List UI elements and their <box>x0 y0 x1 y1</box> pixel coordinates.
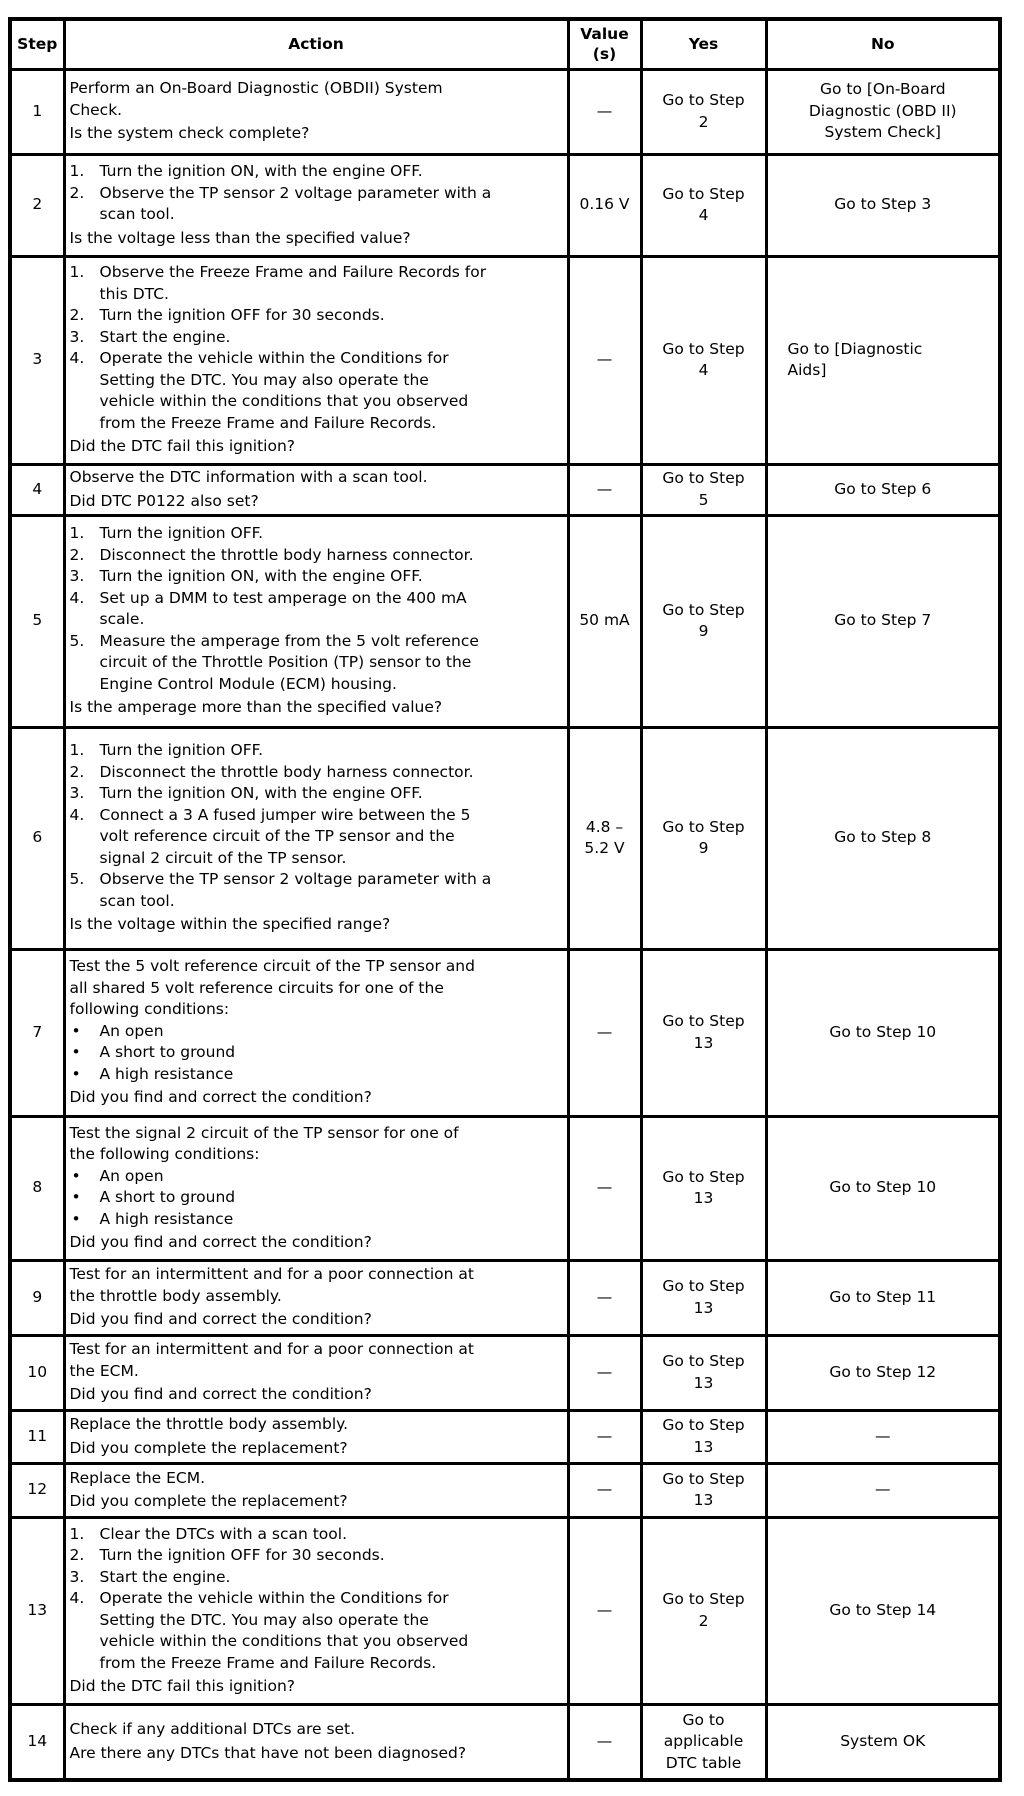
bullet-icon: • <box>71 1021 81 1040</box>
table-row <box>10 1517 1000 1704</box>
action-intro: Observe the DTC information with a scan tool. <box>69 468 428 486</box>
action-question: Did the DTC fail this ignition? <box>69 437 296 456</box>
condition-item <box>70 1021 563 1043</box>
action-cell <box>64 256 568 464</box>
step-index: 5. <box>69 870 85 889</box>
no-cell: Go to Step 10 <box>766 949 1000 1116</box>
step-index: 2. <box>69 762 85 781</box>
table-row <box>10 256 1000 464</box>
header-no: No <box>766 19 1000 69</box>
action-step-text: Observe the TP sensor 2 voltage parameter with a scan tool. <box>99 183 492 223</box>
action-cell <box>64 949 568 1116</box>
step-number: 11 <box>10 1410 64 1463</box>
header-row <box>10 19 1000 69</box>
action-step-text: Turn the ignition ON, with the engine OFF. <box>99 784 423 803</box>
action-step-text: Operate the vehicle within the Conditions for Setting the DTC. You may also operate the vehicle within the conditions that you observed from the Freeze Frame and Failure Records. <box>99 1589 469 1672</box>
no-cell: Go to Step 11 <box>766 1260 1000 1335</box>
action-intro: Replace the ECM. <box>69 1468 206 1487</box>
yes-cell: Go to Step 9 <box>641 515 766 727</box>
yes-cell: Go to Step 4 <box>641 256 766 464</box>
action-step <box>70 305 563 327</box>
step-index: 1. <box>69 524 85 543</box>
action-cell <box>64 1410 568 1463</box>
step-index: 4. <box>69 1589 85 1607</box>
step-index: 2. <box>69 183 85 202</box>
no-cell: Go to Step 12 <box>766 1335 1000 1410</box>
action-cell <box>64 154 568 256</box>
yes-cell: Go to Step 5 <box>641 464 766 515</box>
condition-text: A short to ground <box>99 1043 236 1062</box>
action-step <box>70 869 563 912</box>
step-index: 2. <box>69 306 85 325</box>
value-cell: — <box>568 256 641 464</box>
action-cell <box>64 464 568 515</box>
step-number: 12 <box>10 1463 64 1517</box>
action-question: Did you find and correct the condition? <box>69 1310 372 1329</box>
step-index: 1. <box>69 741 85 760</box>
action-cell <box>64 1335 568 1410</box>
value-cell: 4.8 – 5.2 V <box>568 727 641 949</box>
action-step-text: Turn the ignition OFF. <box>99 524 264 543</box>
action-cell <box>64 1463 568 1517</box>
step-index: 4. <box>69 349 85 368</box>
action-question: Did DTC P0122 also set? <box>69 491 259 510</box>
action-question: Did you find and correct the condition? <box>69 1233 372 1251</box>
no-cell: Go to Step 3 <box>766 154 1000 256</box>
step-index: 3. <box>69 327 85 346</box>
step-number: 6 <box>10 727 64 949</box>
action-cell <box>64 1116 568 1260</box>
no-cell: Go to [On-Board Diagnostic (OBD II) System Check] <box>766 69 1000 154</box>
value-cell: — <box>568 949 641 1116</box>
action-question: Did you find and correct the condition? <box>69 1088 372 1107</box>
condition-item <box>70 1064 563 1086</box>
action-step-text: Turn the ignition ON, with the engine OFF. <box>99 162 423 180</box>
value-cell: 50 mA <box>568 515 641 727</box>
action-step <box>70 523 563 545</box>
action-step <box>70 631 563 696</box>
table-row <box>10 69 1000 154</box>
yes-cell: Go to applicable DTC table <box>641 1704 766 1780</box>
step-index: 2. <box>69 545 85 564</box>
step-index: 1. <box>69 162 85 180</box>
table-row <box>10 1463 1000 1517</box>
bullet-icon: • <box>71 1188 81 1206</box>
action-step <box>70 1567 563 1589</box>
action-step-text: Turn the ignition ON, with the engine OFF. <box>99 567 423 586</box>
table-row <box>10 464 1000 515</box>
step-index: 1. <box>69 263 85 282</box>
yes-cell: Go to Step 13 <box>641 1116 766 1260</box>
no-cell: Go to Step 6 <box>766 464 1000 515</box>
no-cell: — <box>766 1410 1000 1463</box>
yes-cell: Go to Step 13 <box>641 1410 766 1463</box>
action-step <box>70 348 563 434</box>
action-question: Is the system check complete? <box>69 124 310 143</box>
action-step <box>70 1545 563 1567</box>
step-number: 14 <box>10 1704 64 1780</box>
step-index: 5. <box>69 631 85 650</box>
table-row <box>10 1260 1000 1335</box>
diagnostic-table <box>8 17 1002 1782</box>
condition-text: An open <box>99 1021 164 1040</box>
condition-text: A short to ground <box>99 1188 236 1206</box>
action-step <box>70 545 563 567</box>
step-number: 3 <box>10 256 64 464</box>
step-number: 13 <box>10 1517 64 1704</box>
action-step <box>70 783 563 805</box>
step-index: 4. <box>69 588 85 607</box>
action-intro: Test for an intermittent and for a poor connection at the ECM. <box>69 1340 474 1380</box>
action-step <box>70 805 563 870</box>
no-cell: System OK <box>766 1704 1000 1780</box>
no-cell: Go to Step 14 <box>766 1517 1000 1704</box>
step-number: 10 <box>10 1335 64 1410</box>
action-question: Is the voltage less than the specified value? <box>69 228 411 247</box>
bullet-icon: • <box>71 1043 81 1062</box>
action-intro: Replace the throttle body assembly. <box>69 1415 349 1433</box>
header-yes: Yes <box>641 19 766 69</box>
action-step-text: Clear the DTCs with a scan tool. <box>99 1524 348 1543</box>
table-row <box>10 727 1000 949</box>
action-question: Did you complete the replacement? <box>69 1438 348 1457</box>
action-cell <box>64 69 568 154</box>
no-cell: Go to Step 8 <box>766 727 1000 949</box>
no-cell: Go to Step 10 <box>766 1116 1000 1260</box>
action-step <box>70 183 563 226</box>
step-number: 8 <box>10 1116 64 1260</box>
step-number: 4 <box>10 464 64 515</box>
condition-text: An open <box>99 1166 164 1185</box>
header-step: Step <box>10 19 64 69</box>
step-index: 3. <box>69 784 85 803</box>
action-steps <box>70 262 563 434</box>
action-step <box>70 588 563 631</box>
action-question: Is the voltage within the specified range? <box>69 915 391 934</box>
yes-cell: Go to Step 2 <box>641 69 766 154</box>
value-cell: — <box>568 1260 641 1335</box>
table-row <box>10 949 1000 1116</box>
value-cell: — <box>568 464 641 515</box>
action-step-text: Measure the amperage from the 5 volt reference circuit of the Throttle Position (TP) sensor to the Engine Control Module (ECM) housing. <box>99 631 479 693</box>
action-step-text: Disconnect the throttle body harness connector. <box>99 762 474 781</box>
action-step <box>70 1524 563 1546</box>
step-number: 9 <box>10 1260 64 1335</box>
action-step <box>70 327 563 349</box>
condition-text: A high resistance <box>99 1064 234 1083</box>
value-cell: — <box>568 1517 641 1704</box>
yes-cell: Go to Step 2 <box>641 1517 766 1704</box>
table-row <box>10 1116 1000 1260</box>
action-question: Did you find and correct the condition? <box>69 1385 372 1404</box>
action-cell <box>64 1517 568 1704</box>
action-intro: Check if any additional DTCs are set. <box>69 1720 356 1739</box>
action-question: Did you complete the replacement? <box>69 1492 348 1510</box>
action-intro: Test the signal 2 circuit of the TP sensor for one of the following conditions: <box>69 1123 459 1163</box>
value-cell: — <box>568 1410 641 1463</box>
action-intro: Test the 5 volt reference circuit of the TP sensor and all shared 5 volt reference circuits for one of the following conditions: <box>69 957 475 1019</box>
yes-cell: Go to Step 13 <box>641 1463 766 1517</box>
value-cell: — <box>568 1463 641 1517</box>
step-index: 2. <box>69 1546 85 1564</box>
table-row <box>10 1335 1000 1410</box>
action-step-text: Turn the ignition OFF. <box>99 741 264 760</box>
yes-cell: Go to Step 13 <box>641 1260 766 1335</box>
action-step-text: Disconnect the throttle body harness connector. <box>99 545 474 564</box>
action-intro: Perform an On-Board Diagnostic (OBDII) System Check. <box>69 79 443 119</box>
action-steps <box>70 1524 563 1675</box>
condition-list <box>70 1166 563 1231</box>
action-step <box>70 740 563 762</box>
action-step <box>70 262 563 305</box>
action-steps <box>70 740 563 912</box>
action-intro: Test for an intermittent and for a poor connection at the throttle body assembly. <box>69 1265 474 1305</box>
action-question: Are there any DTCs that have not been diagnosed? <box>69 1743 467 1762</box>
value-cell: — <box>568 1116 641 1260</box>
action-step-text: Operate the vehicle within the Conditions for Setting the DTC. You may also operate the vehicle within the conditions that you observed from the Freeze Frame and Failure Records. <box>99 349 469 432</box>
condition-item <box>70 1187 563 1209</box>
action-step <box>70 161 563 183</box>
yes-cell: Go to Step 13 <box>641 949 766 1116</box>
action-cell <box>64 727 568 949</box>
no-cell: Go to Step 7 <box>766 515 1000 727</box>
bullet-icon: • <box>71 1064 81 1083</box>
action-step <box>70 762 563 784</box>
action-steps <box>70 161 563 226</box>
value-cell: — <box>568 1335 641 1410</box>
action-cell <box>64 515 568 727</box>
condition-item <box>70 1166 563 1188</box>
value-cell: — <box>568 69 641 154</box>
table-row <box>10 1704 1000 1780</box>
step-number: 1 <box>10 69 64 154</box>
header-value: Value (s) <box>568 19 641 69</box>
table-row <box>10 515 1000 727</box>
no-cell: Go to [Diagnostic Aids] <box>766 256 1000 464</box>
action-step <box>70 566 563 588</box>
action-question: Is the amperage more than the specified value? <box>69 698 443 717</box>
action-question: Did the DTC fail this ignition? <box>69 1677 296 1695</box>
no-cell: — <box>766 1463 1000 1517</box>
step-number: 7 <box>10 949 64 1116</box>
yes-cell: Go to Step 13 <box>641 1335 766 1410</box>
condition-item <box>70 1042 563 1064</box>
value-cell: 0.16 V <box>568 154 641 256</box>
action-step-text: Set up a DMM to test amperage on the 400 mA scale. <box>99 588 467 629</box>
step-number: 5 <box>10 515 64 727</box>
table-row <box>10 154 1000 256</box>
value-cell: — <box>568 1704 641 1780</box>
step-index: 1. <box>69 1524 85 1543</box>
action-step-text: Turn the ignition OFF for 30 seconds. <box>99 306 385 325</box>
table-row <box>10 1410 1000 1463</box>
bullet-icon: • <box>71 1209 81 1228</box>
bullet-icon: • <box>71 1166 81 1185</box>
action-step-text: Start the engine. <box>99 1567 231 1586</box>
action-cell <box>64 1260 568 1335</box>
action-step-text: Connect a 3 A fused jumper wire between the 5 volt reference circuit of the TP sensor and the signal 2 circuit of the TP sensor. <box>99 805 471 867</box>
step-index: 3. <box>69 567 85 586</box>
condition-item <box>70 1209 563 1231</box>
yes-cell: Go to Step 9 <box>641 727 766 949</box>
step-number: 2 <box>10 154 64 256</box>
condition-text: A high resistance <box>99 1209 234 1228</box>
yes-cell: Go to Step 4 <box>641 154 766 256</box>
action-step-text: Turn the ignition OFF for 30 seconds. <box>99 1546 385 1564</box>
step-index: 4. <box>69 805 85 824</box>
action-step <box>70 1588 563 1674</box>
action-step-text: Observe the Freeze Frame and Failure Records for this DTC. <box>99 263 487 303</box>
action-steps <box>70 523 563 695</box>
step-index: 3. <box>69 1567 85 1586</box>
action-step-text: Start the engine. <box>99 327 231 346</box>
condition-list <box>70 1021 563 1086</box>
header-action: Action <box>64 19 568 69</box>
action-step-text: Observe the TP sensor 2 voltage parameter with a scan tool. <box>99 870 492 910</box>
action-cell <box>64 1704 568 1780</box>
